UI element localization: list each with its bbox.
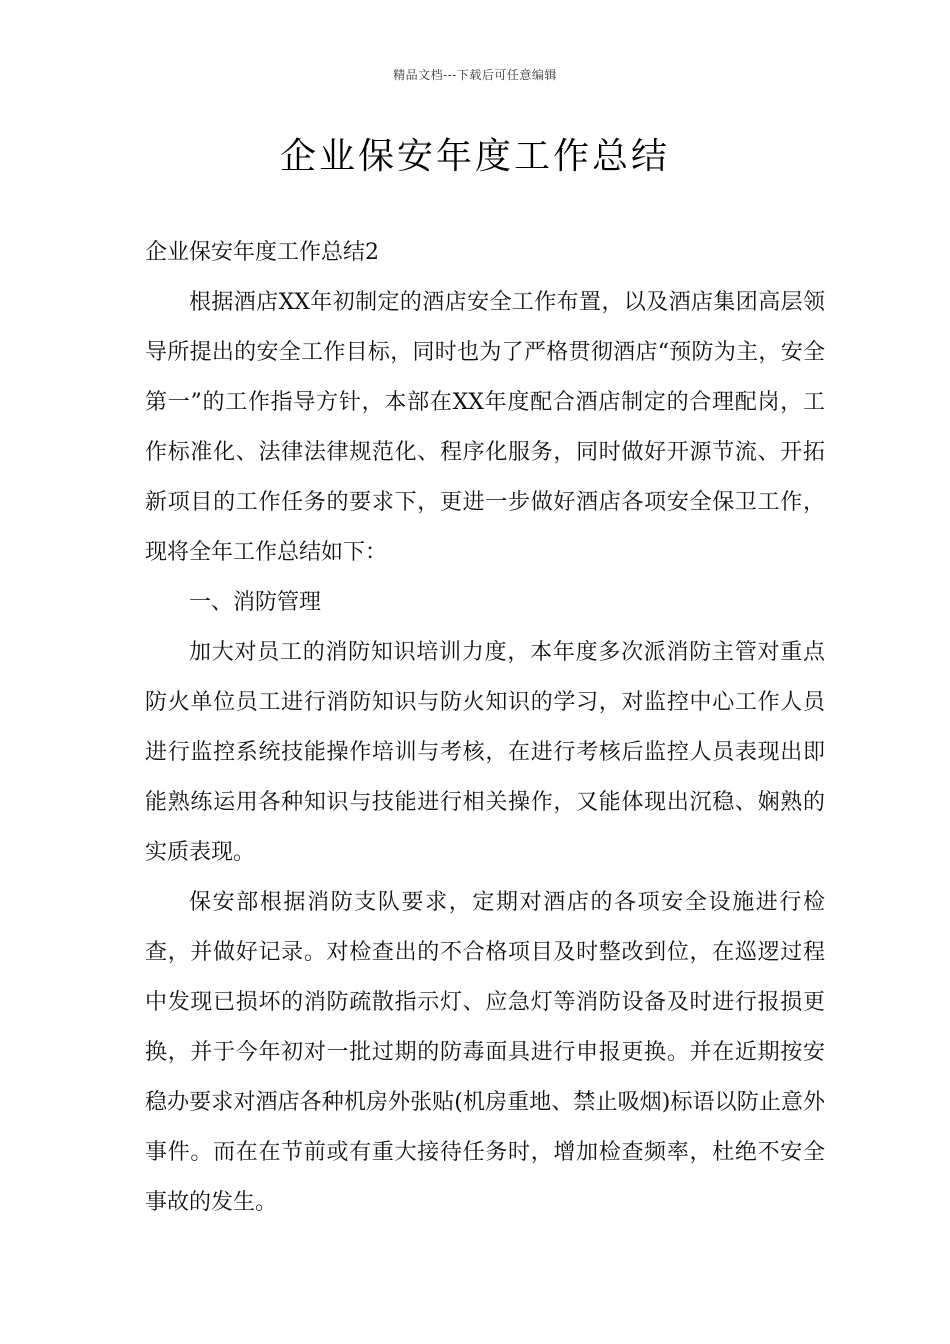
document-title: 企业保安年度工作总结 xyxy=(279,136,670,177)
fire-inspection-paragraph: 保安部根据消防支队要求，定期对酒店的各项安全设施进行检查，并做好记录。对检查出的不合格项目及时整改到位，在巡逻过程中发现已损坏的消防疏散指示灯、应急灯等消防设备及时进行报损更换，并于今年初对一批过期的防毒面具进行申报更换。并在近期按安稳办要求对酒店各种机房外张贴(机房重地、禁止吸烟)标语以防止意外事件。而在在节前或有重大接待任务时，增加检查频率，杜绝不安全事故的发生。 xyxy=(145,890,825,1215)
header-note: 精品文档---下载后可任意编辑 xyxy=(393,68,557,82)
document-subtitle: 企业保安年度工作总结2 xyxy=(145,240,379,265)
section-heading-fire-management: 一、消防管理 xyxy=(189,590,322,615)
document-body xyxy=(145,228,825,1228)
intro-paragraph: 根据酒店XX年初制定的酒店安全工作布置，以及酒店集团高层领导所提出的安全工作目标，同时也为了严格贯彻酒店“预防为主，安全第一”的工作指导方针，本部在XX年度配合酒店制定的合理配岗，工作标准化、法律法律规范化、程序化服务，同时做好开源节流、开拓新项目的工作任务的要求下，更进一步做好酒店各项安全保卫工作，现将全年工作总结如下： xyxy=(145,290,825,565)
fire-training-paragraph: 加大对员工的消防知识培训力度，本年度多次派消防主管对重点防火单位员工进行消防知识与防火知识的学习，对监控中心工作人员进行监控系统技能操作培训与考核，在进行考核后监控人员表现出即能熟练运用各种知识与技能进行相关操作，又能体现出沉稳、娴熟的实质表现。 xyxy=(145,640,825,865)
